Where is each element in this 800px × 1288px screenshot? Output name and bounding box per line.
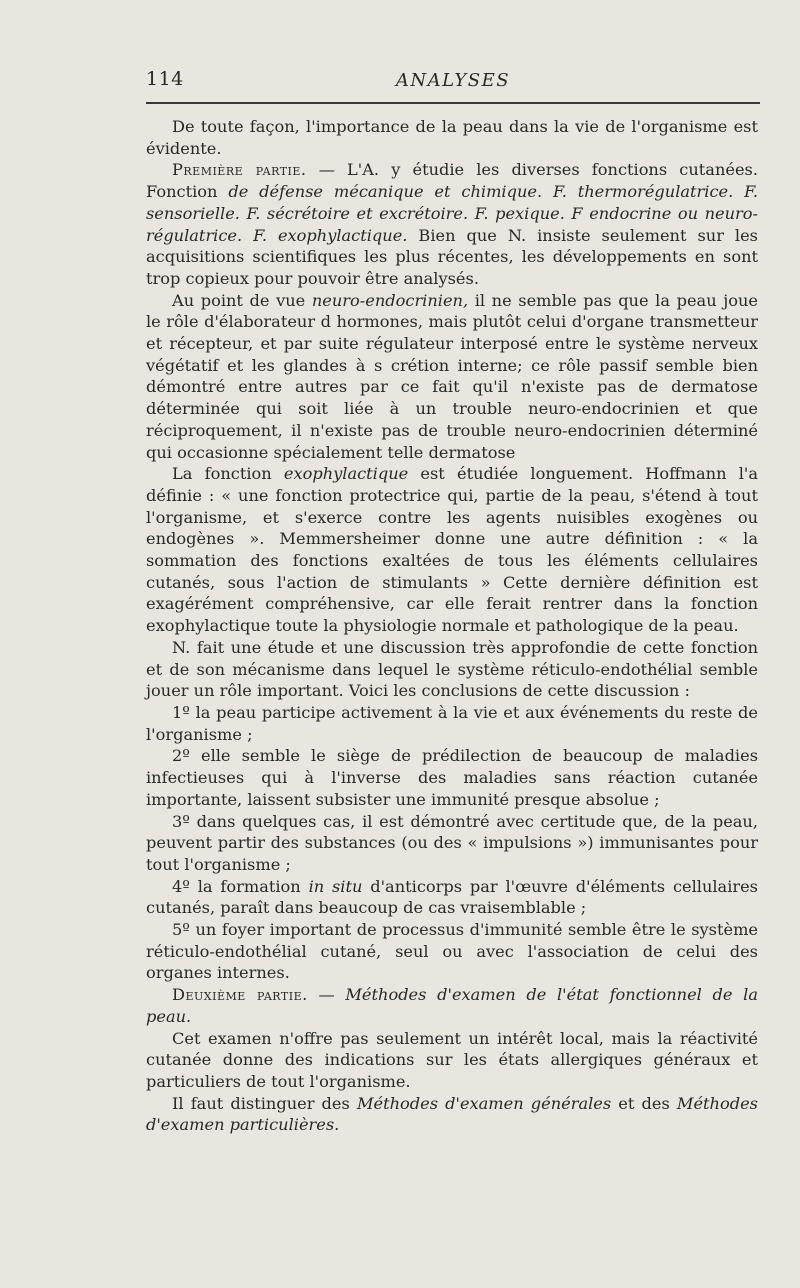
section-label: Deuxième partie. xyxy=(172,985,308,1005)
paragraph-intro: De toute façon, l'importance de la peau dans la vie de l'organisme est évidente. xyxy=(146,117,758,158)
section-label: Première partie. xyxy=(172,160,307,180)
paragraph-neuro-endocrinien: Au point de vue neuro-endocrinien, il ne semble pas que la peau joue le rôle d'élaborateur d hormones, mais plutôt celui d'organe transmetteur et récepteur, et par suite régulateur interposé entre le système nerveux végétatif et les glandes à s crétion interne; ce rôle passif semble bien démontré entre autres par ce fait qu'il n'existe pas de dermatose déterminée qui soit liée à un trouble neuro-endocrinien et que réciproquement, il n'existe pas de trouble neuro-endocrinien déterminé qui occasionne spécialement telle dermatose xyxy=(146,290,759,462)
conclusion-3: 3º dans quelques cas, il est démontré avec certitude que, de la peau, peuvent partir des substances (ou des « impulsions ») immunisantes pour tout l'organisme ; xyxy=(146,811,758,874)
running-title: ANALYSES xyxy=(395,70,511,91)
conclusion-4: 4º la formation in situ d'anticorps par l'œuvre d'éléments cellulaires cutanés, paraît dans beaucoup de cas vraisemblable ; xyxy=(146,876,758,918)
conclusion-1: 1º la peau participe activement à la vie et aux événements du reste de l'organisme ; xyxy=(146,702,758,744)
paragraph-methodes: Il faut distinguer des Méthodes d'examen générales et des Méthodes d'examen particulières. xyxy=(146,1093,758,1135)
paragraph-premiere-partie: Première partie. — L'A. y étudie les diverses fonctions cutanées. Fonction de défense mécanique et chimique. F. thermorégulatrice. F. sensorielle. F. sécrétoire et excrétoire. F. pexique. F endocrine ou neuro-régulatrice. F. exophylactique. Bien que N. insiste seulement sur les acquisitions scientifiques les plus récentes, les développements en sont trop copieux pour pouvoir être analysés. xyxy=(146,160,758,288)
page-number: 114 xyxy=(146,68,184,90)
conclusion-2: 2º elle semble le siège de prédilection de beaucoup de maladies infectieuses qui à l'inverse des maladies sans réaction cutanée importante, laissent subsister une immunité presque absolue ; xyxy=(146,746,758,809)
paragraph-discussion: N. fait une étude et une discussion très approfondie de cette fonction et de son mécanisme dans lequel le système réticulo-endothélial semble jouer un rôle important. Voici les conclusions de cette discussion : xyxy=(146,637,758,701)
paragraph-examen: Cet examen n'offre pas seulement un intérêt local, mais la réactivité cutanée donne des indications sur les états allergiques généraux et particuliers de tout l'organisme. xyxy=(146,1028,758,1091)
paragraph-deuxieme-partie: Deuxième partie. — Méthodes d'examen de l'état fonctionnel de la peau. xyxy=(146,985,758,1026)
conclusion-5: 5º un foyer important de processus d'immunité semble être le système réticulo-endothélial cutané, seul ou avec l'association de celui des organes internes. xyxy=(146,920,758,983)
paragraph-exophylactique: La fonction exophylactique est étudiée longuement. Hoffmann l'a définie : « une fonction protectrice qui, partie de la peau, s'étend à tout l'organisme, et s'exerce contre les agents nuisibles exogènes ou endogènes ». Memmersheimer donne une autre définition : « la sommation des fonctions exaltées de tous les éléments cellulaires cutanés, sous l'action de stimulants » Cette dernière définition est exagérément compréhensive, car elle ferait rentrer dans la fonction exophylactique toute la physiologie normale et pathologique de la peau. xyxy=(146,464,758,636)
running-header xyxy=(146,62,760,104)
body-text xyxy=(146,116,758,1136)
